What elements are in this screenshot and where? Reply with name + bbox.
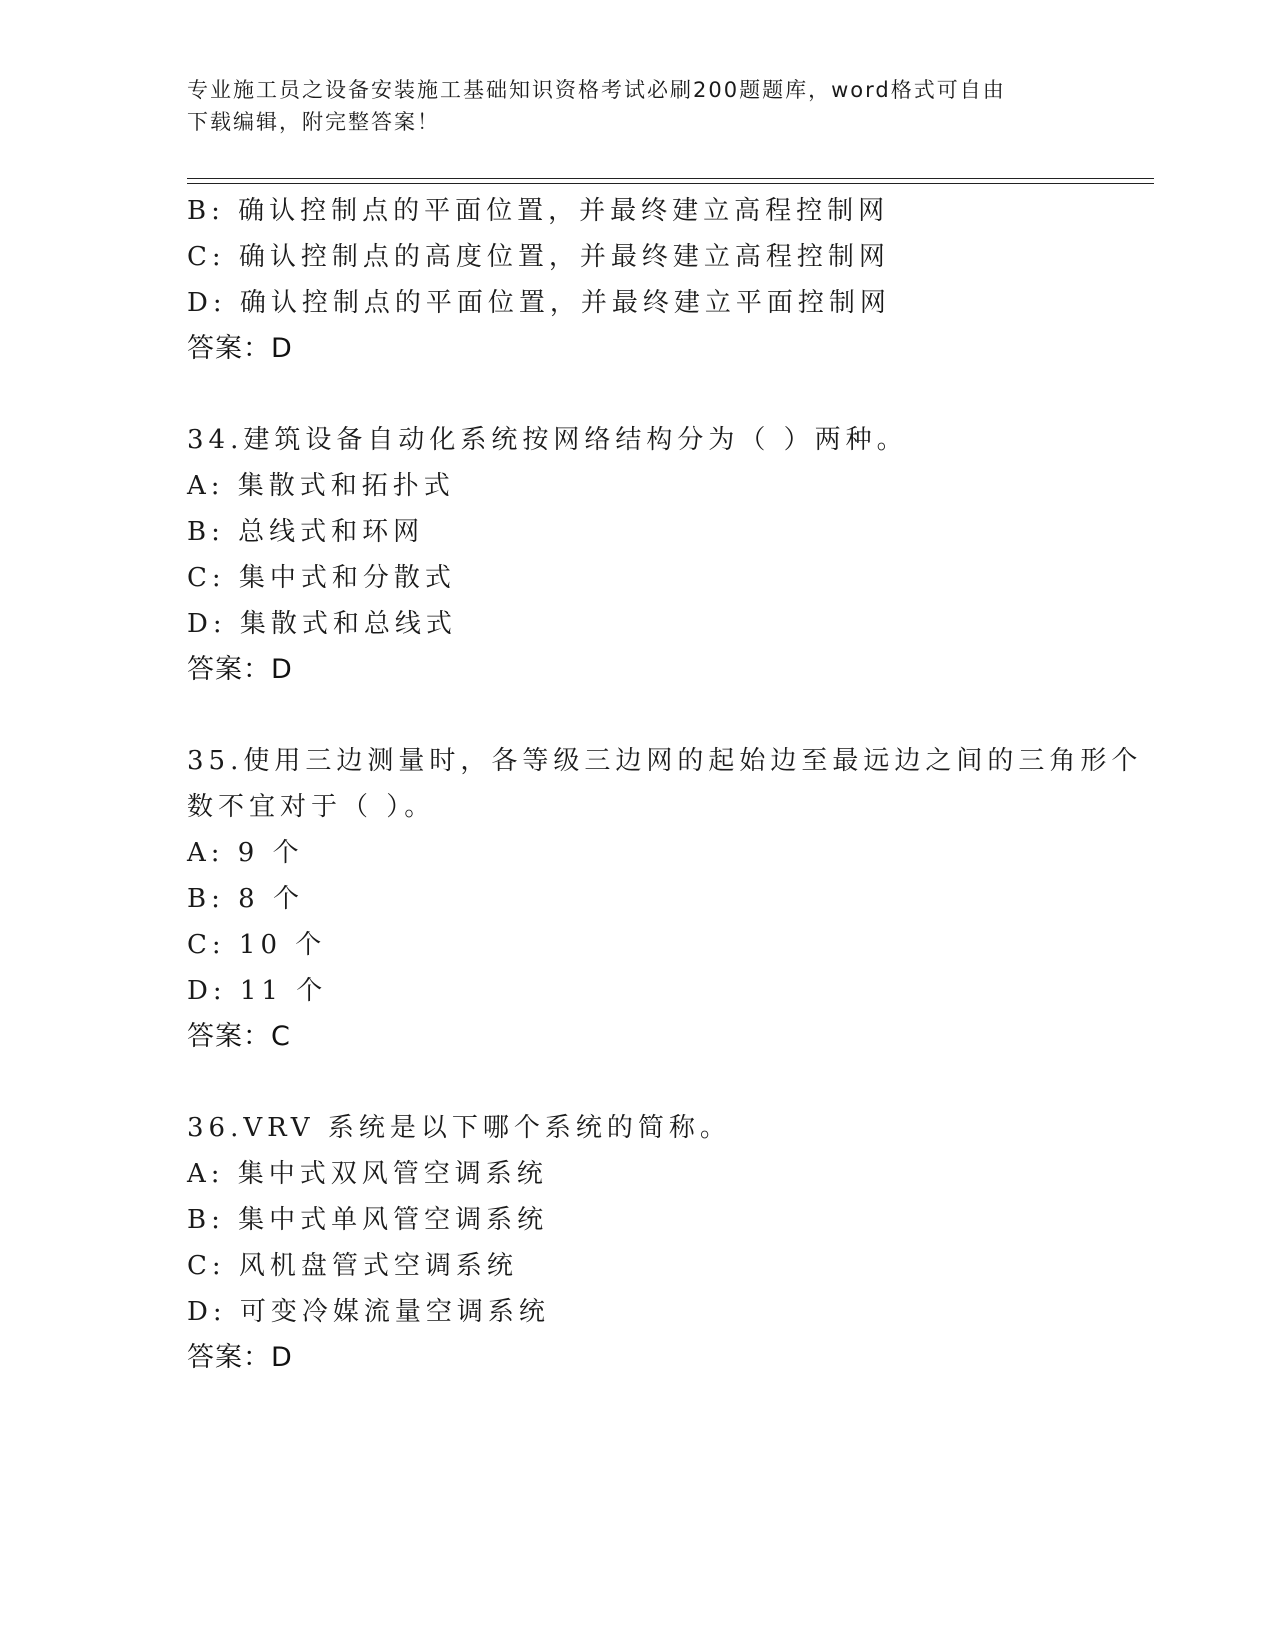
answer-line: 答案：D bbox=[187, 333, 293, 364]
option-a: A: 集散式和拓扑式 bbox=[187, 471, 455, 501]
option-c: C: 10 个 bbox=[187, 930, 327, 960]
option-b: B: 总线式和环网 bbox=[187, 517, 425, 547]
question-stem-line-2: 数不宜对于（ ）。 bbox=[187, 792, 436, 822]
spacer bbox=[187, 372, 1087, 417]
answer-line: 答案：D bbox=[187, 1342, 293, 1373]
option-c: C: 确认控制点的高度位置，并最终建立高程控制网 bbox=[187, 242, 890, 272]
answer-line: 答案：C bbox=[187, 1021, 291, 1052]
header-line-2: 下载编辑，附完整答案！ bbox=[187, 110, 440, 134]
option-d: D: 11 个 bbox=[187, 976, 328, 1006]
question-block-35 bbox=[187, 738, 1143, 1060]
option-d: D: 可变冷媒流量空调系统 bbox=[187, 1297, 550, 1327]
question-stem-line-1: 35.使用三边测量时，各等级三边网的起始边至最远边之间的三角形个 bbox=[187, 746, 1143, 776]
option-d: D: 集散式和总线式 bbox=[187, 609, 457, 639]
header-divider-bottom bbox=[187, 183, 1154, 184]
option-d: D: 确认控制点的平面位置，并最终建立平面控制网 bbox=[187, 288, 891, 318]
question-stem: 36.VRV 系统是以下哪个系统的简称。 bbox=[187, 1113, 731, 1143]
option-a: A: 集中式双风管空调系统 bbox=[187, 1159, 548, 1189]
question-list bbox=[187, 188, 1143, 1381]
question-stem: 34.建筑设备自动化系统按网络结构分为（ ）两种。 bbox=[187, 425, 908, 455]
header-divider-top bbox=[187, 178, 1154, 179]
spacer bbox=[187, 1060, 1087, 1105]
question-block-continued bbox=[187, 188, 1087, 372]
option-c: C: 风机盘管式空调系统 bbox=[187, 1251, 518, 1281]
header-line-1: 专业施工员之设备安装施工基础知识资格考试必刷200题题库，word格式可自由 bbox=[187, 78, 1006, 102]
spacer bbox=[187, 693, 1087, 738]
question-block-36 bbox=[187, 1105, 1087, 1381]
option-c: C: 集中式和分散式 bbox=[187, 563, 456, 593]
option-b: B: 8 个 bbox=[187, 884, 304, 914]
option-b: B: 确认控制点的平面位置，并最终建立高程控制网 bbox=[187, 196, 890, 226]
option-a: A: 9 个 bbox=[187, 838, 304, 868]
option-b: B: 集中式单风管空调系统 bbox=[187, 1205, 549, 1235]
document-header bbox=[187, 74, 1077, 138]
answer-line: 答案：D bbox=[187, 654, 293, 685]
question-block-34 bbox=[187, 417, 1087, 693]
